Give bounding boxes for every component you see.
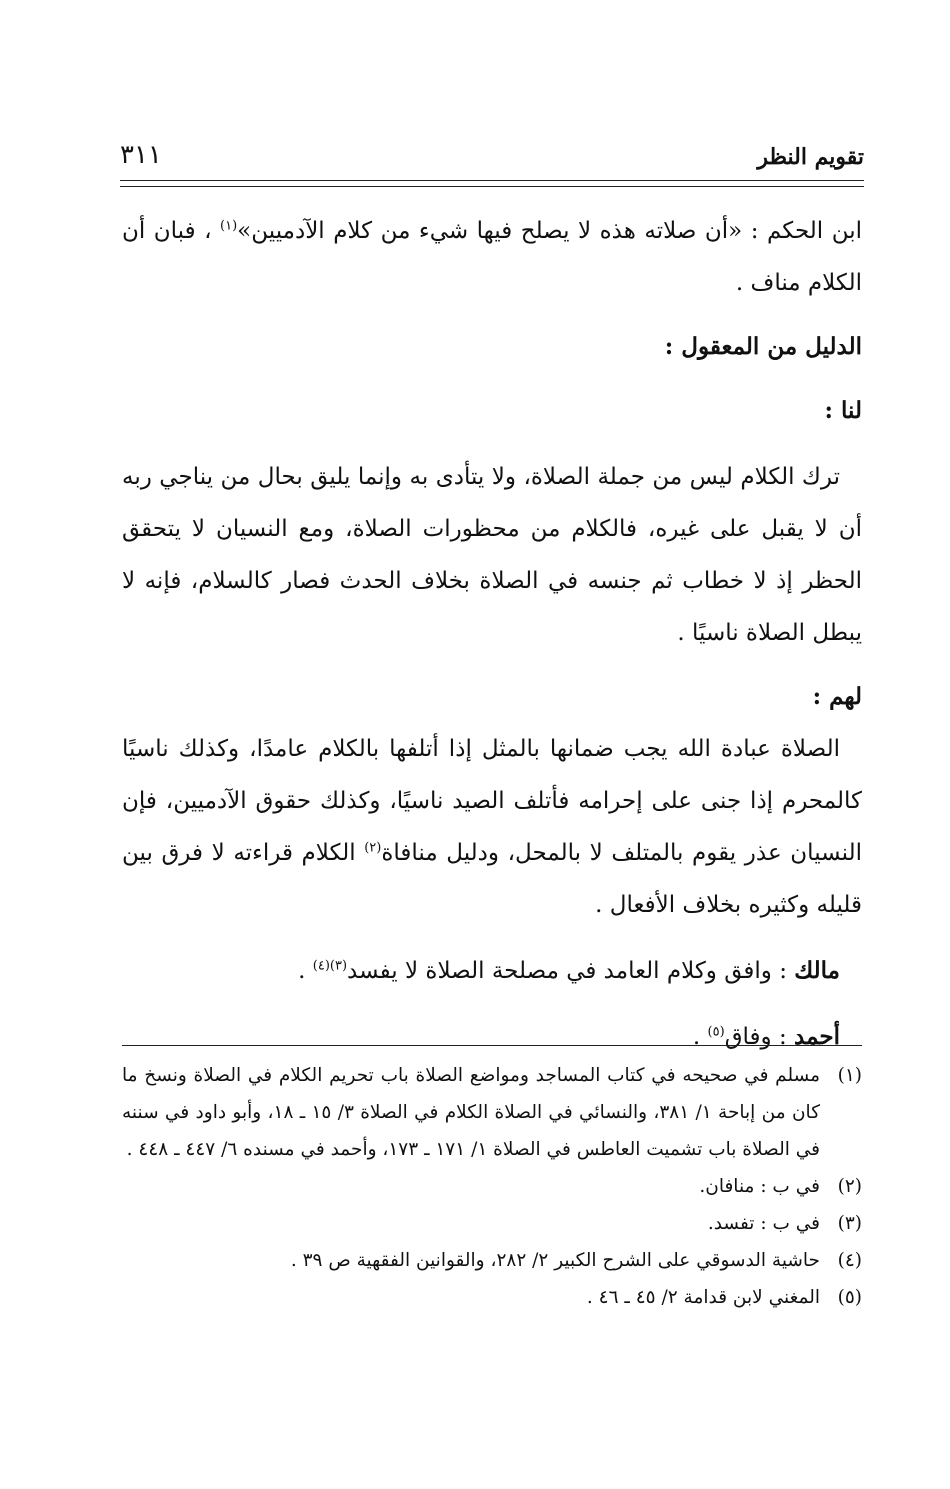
footnote-ref-5: (٥) [707, 1024, 725, 1040]
intro-text: ابن الحكم : «أن صلاته هذه لا يصلح فيها شيء من كلام الآدميين» [237, 218, 862, 244]
footnote-1 [122, 1057, 862, 1168]
heading-for-us: لنا : [824, 397, 862, 424]
for-them-text-end: الكلام قراءته لا فرق بين قليله وكثيره بخلاف الأفعال . [122, 840, 862, 918]
for-them-text: الصلاة عبادة الله يجب ضمانها بالمثل إذا أتلفها بالكلام عامدًا، وكذلك ناسيًا كالمحرم إذا جنى على إحرامه فأتلف الصيد ناسيًا، وكذلك حقوق الآدميين، فإن النسيان عذر يقوم بالمتلف لا بالمحل، ودليل منافاة [122, 736, 862, 866]
footnote-number: (٥) [837, 1287, 862, 1308]
footnote-ref-3-4: (٣)(٤) [312, 958, 348, 974]
page-number: ٣١١ [120, 140, 162, 170]
paragraph-for-us: ترك الكلام ليس من جملة الصلاة، ولا يتأدى به وإنما يليق بحال من يناجي ربه أن لا يقبل على غيره، فالكلام من محظورات الصلاة، ومع النسيان لا يتحقق الحظر إذ لا خطاب ثم جنسه في الصلاة بخلاف الحدث فصار كالسلام، فإنه لا يبطل الصلاة ناسيًا . [122, 464, 862, 646]
malik-text: : وافق وكلام العامد في مصلحة الصلاة لا يفسد [347, 958, 795, 984]
ahmad-label: أحمد [794, 1023, 840, 1050]
footnote-text: في ب : منافان. [699, 1176, 820, 1197]
heading-for-them: لهم : [812, 683, 862, 710]
paragraph-for-them [122, 723, 862, 931]
footnote-5 [122, 1279, 862, 1316]
intro-text-end: ، فبان أن الكلام مناف . [122, 218, 862, 296]
footnotes [122, 1057, 862, 1316]
ahmad-end: . [692, 1024, 708, 1050]
paragraph-intro [122, 205, 862, 309]
paragraph-malik [122, 945, 862, 997]
ahmad-text: : وفاق [724, 1024, 795, 1050]
footnote-number: (٢) [837, 1176, 862, 1197]
footnote-ref-2: (٢) [364, 840, 382, 856]
footnote-text: مسلم في صحيحه في كتاب المساجد ومواضع الصلاة باب تحريم الكلام في الصلاة ونسخ ما كان من إباحة ١/ ٣٨١، والنسائي في الصلاة الكلام في الصلاة ٣/ ١٥ ـ ١٨، وأبو داود في سننه في الصلاة باب تشميت العاطس في الصلاة ١/ ١٧١ ـ ١٧٣، وأحمد في مسنده ٦/ ٤٤٧ ـ ٤٤٨ . [122, 1065, 821, 1160]
footnote-number: (٤) [837, 1250, 862, 1271]
footnote-text: في ب : تفسد. [707, 1213, 820, 1234]
footnote-separator [122, 1045, 862, 1046]
malik-end: . [298, 958, 313, 984]
main-text [122, 205, 862, 1063]
footnote-text: حاشية الدسوقي على الشرح الكبير ٢/ ٢٨٢، والقوانين الفقهية ص ٣٩ . [290, 1250, 820, 1271]
footnote-ref-1: (١) [220, 218, 238, 234]
footnote-number: (١) [837, 1065, 862, 1086]
paragraph-ahmad [122, 1011, 862, 1063]
footnote-2 [122, 1168, 862, 1205]
footnote-text: المغني لابن قدامة ٢/ ٤٥ ـ ٤٦ . [586, 1287, 820, 1308]
header-double-rule [120, 180, 864, 187]
footnote-4 [122, 1242, 862, 1279]
page-header [120, 140, 864, 180]
malik-label: مالك [794, 957, 840, 984]
footnote-number: (٣) [837, 1213, 862, 1234]
running-title: تقويم النظر [757, 144, 864, 170]
footnote-3 [122, 1205, 862, 1242]
heading-rational-evidence: الدليل من المعقول : [664, 333, 862, 360]
